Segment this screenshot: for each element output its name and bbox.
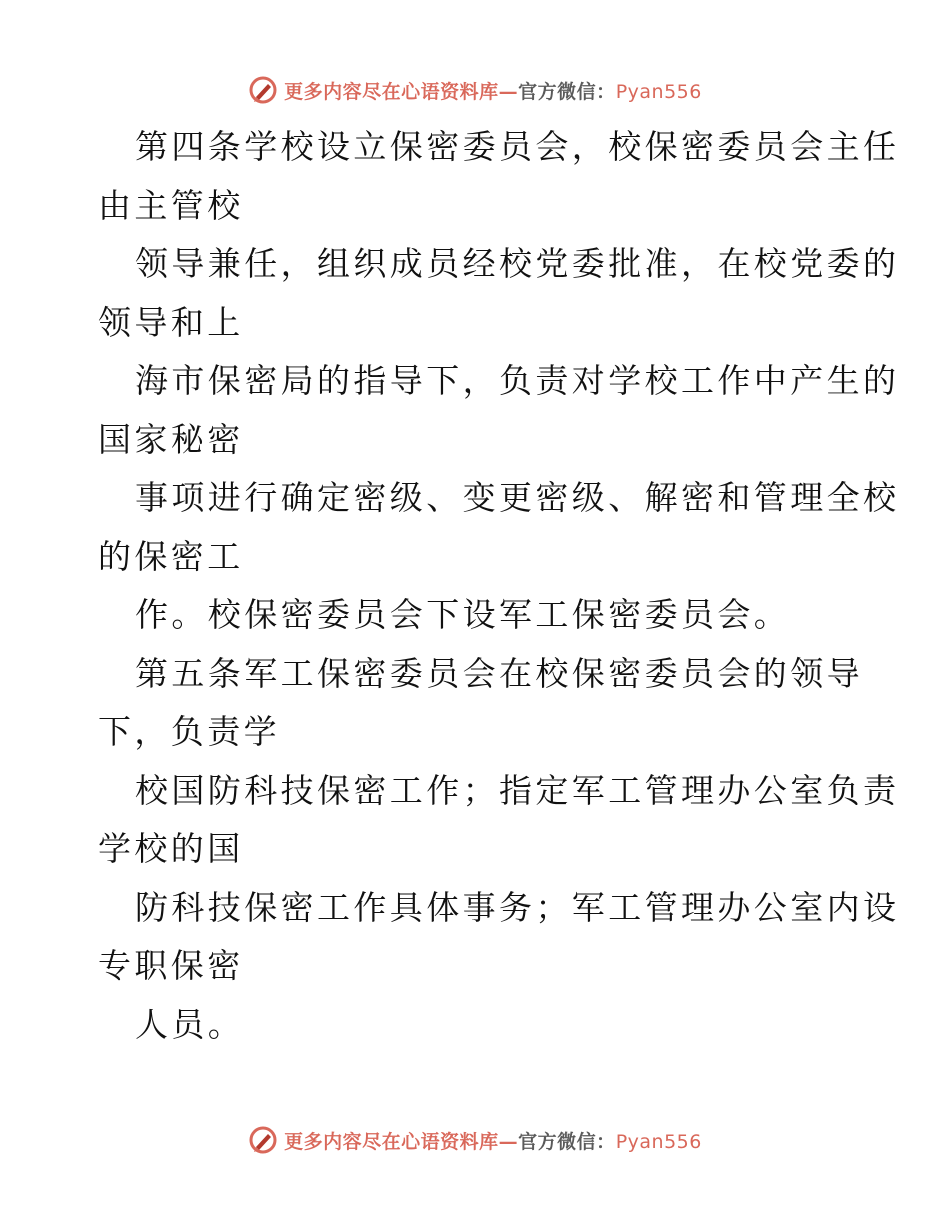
banner-lead-text: 更多内容尽在心语资料库 bbox=[284, 1130, 499, 1153]
paragraph-line: 海市保密局的指导下，负责对学校工作中产生的 bbox=[135, 361, 900, 400]
header-watermark-banner bbox=[0, 70, 950, 110]
paragraph-line: 专职保密 bbox=[98, 946, 244, 985]
banner-dash: — bbox=[498, 80, 519, 103]
paragraph-line: 第四条学校设立保密委员会，校保密委员会主任 bbox=[135, 127, 900, 166]
paragraph-line: 事项进行确定密级、变更密级、解密和管理全校 bbox=[135, 478, 900, 517]
paragraph-line: 由主管校 bbox=[98, 185, 244, 225]
paragraph-line: 学校的国 bbox=[98, 829, 244, 868]
banner-lead-text: 更多内容尽在心语资料库 bbox=[284, 80, 499, 103]
banner-dash: — bbox=[498, 1130, 519, 1153]
paragraph-line: 的保密工 bbox=[98, 536, 244, 576]
banner-wechat-account: Pyan556 bbox=[615, 80, 702, 103]
paragraph-line: 领导兼任，组织成员经校党委批准，在校党委的 bbox=[135, 244, 900, 283]
banner-wechat-label: 官方微信： bbox=[518, 80, 616, 103]
paragraph-line: 校国防科技保密工作；指定军工管理办公室负责 bbox=[135, 770, 900, 810]
banner-wechat-label: 官方微信： bbox=[518, 1130, 616, 1153]
paragraph-line: 下，负责学 bbox=[98, 712, 280, 751]
pen-logo-icon bbox=[248, 75, 278, 105]
paragraph-line: 防科技保密工作具体事务；军工管理办公室内设 bbox=[135, 887, 900, 927]
pen-logo-icon bbox=[248, 1125, 278, 1155]
banner-wechat-account: Pyan556 bbox=[615, 1130, 702, 1153]
paragraph-line: 领导和上 bbox=[98, 302, 244, 342]
paragraph-line: 人员。 bbox=[135, 1004, 245, 1044]
footer-watermark-banner bbox=[0, 1120, 950, 1160]
paragraph-line: 国家秘密 bbox=[98, 419, 244, 459]
document-body bbox=[98, 118, 900, 1054]
paragraph-line: 作。校保密委员会下设军工保密委员会。 bbox=[135, 595, 791, 634]
paragraph-line: 第五条军工保密委员会在校保密委员会的领导 bbox=[135, 653, 863, 693]
